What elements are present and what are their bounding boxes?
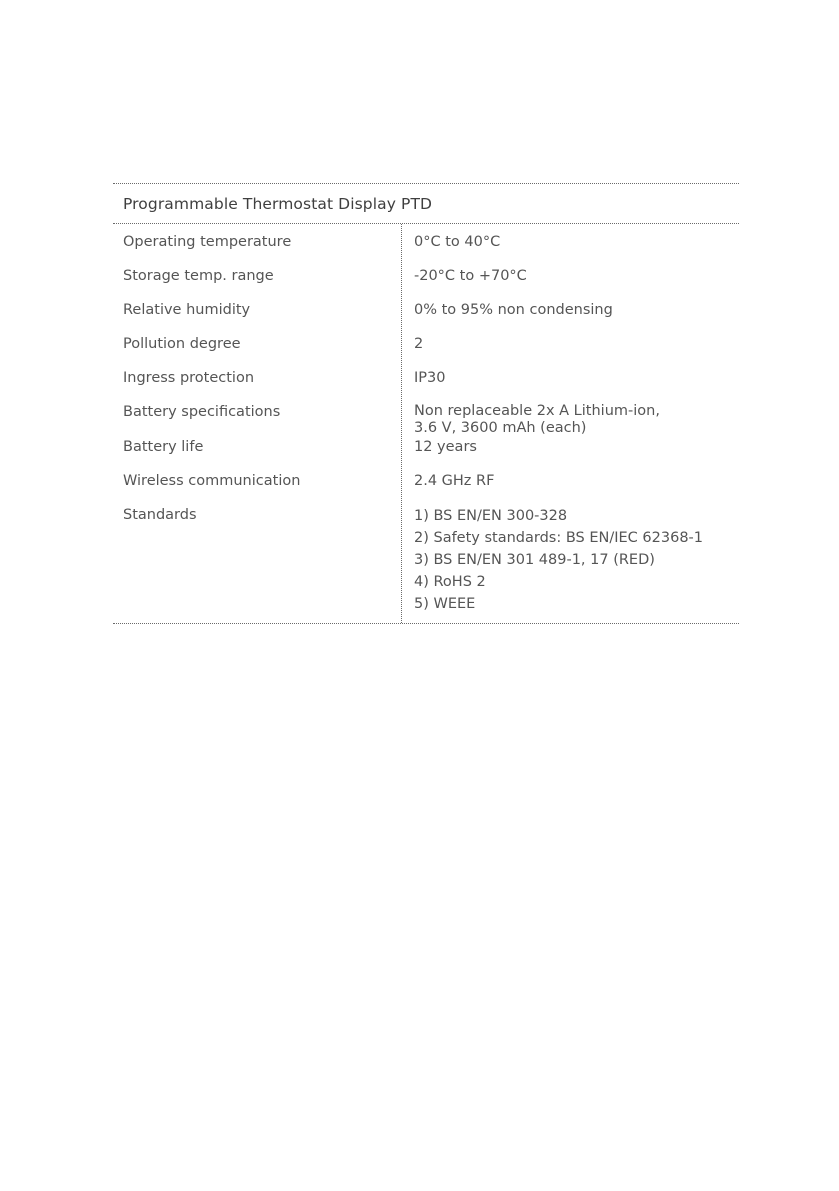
row-value: 2.4 GHz RF — [414, 473, 495, 489]
row-value — [401, 402, 739, 437]
bottom-divider — [113, 623, 739, 624]
standards-item: 4) RoHS 2 — [414, 574, 486, 590]
table-row-wireless-communication — [113, 471, 739, 505]
table-row-storage-temp-range — [113, 266, 739, 300]
row-value: IP30 — [414, 370, 446, 386]
row-value: 0% to 95% non condensing — [414, 302, 613, 318]
row-value: 2 — [414, 336, 424, 352]
spec-table — [113, 183, 739, 624]
table-title: Programmable Thermostat Display PTD — [123, 194, 433, 213]
row-label: Operating temperature — [123, 234, 292, 250]
standards-item: 5) WEEE — [414, 596, 476, 612]
row-label: Relative humidity — [123, 302, 251, 318]
row-label: Storage temp. range — [123, 268, 274, 284]
table-row-relative-humidity — [113, 300, 739, 334]
row-value — [401, 505, 739, 615]
row-label: Pollution degree — [123, 336, 241, 352]
table-header — [113, 184, 739, 223]
table-row-battery-life — [113, 437, 739, 471]
table-body — [113, 224, 739, 623]
row-value: 0°C to 40°C — [414, 234, 501, 250]
standards-item: 1) BS EN/EN 300-328 — [414, 508, 568, 524]
value-line: Non replaceable 2x A Lithium-ion, — [414, 403, 660, 419]
standards-item: 2) Safety standards: BS EN/IEC 62368-1 — [414, 530, 704, 546]
row-label: Wireless communication — [123, 473, 301, 489]
table-row-ingress-protection — [113, 368, 739, 402]
standards-item: 3) BS EN/EN 301 489-1, 17 (RED) — [414, 552, 655, 568]
row-label: Standards — [123, 507, 197, 523]
row-value: 12 years — [414, 439, 477, 455]
value-line: 3.6 V, 3600 mAh (each) — [414, 420, 587, 436]
row-label: Battery specifications — [123, 404, 281, 420]
row-label: Battery life — [123, 439, 204, 455]
table-row-standards — [113, 505, 739, 615]
table-row-operating-temperature — [113, 232, 739, 266]
row-value: -20°C to +70°C — [414, 268, 527, 284]
table-row-battery-specifications — [113, 402, 739, 437]
table-row-pollution-degree — [113, 334, 739, 368]
row-label: Ingress protection — [123, 370, 255, 386]
